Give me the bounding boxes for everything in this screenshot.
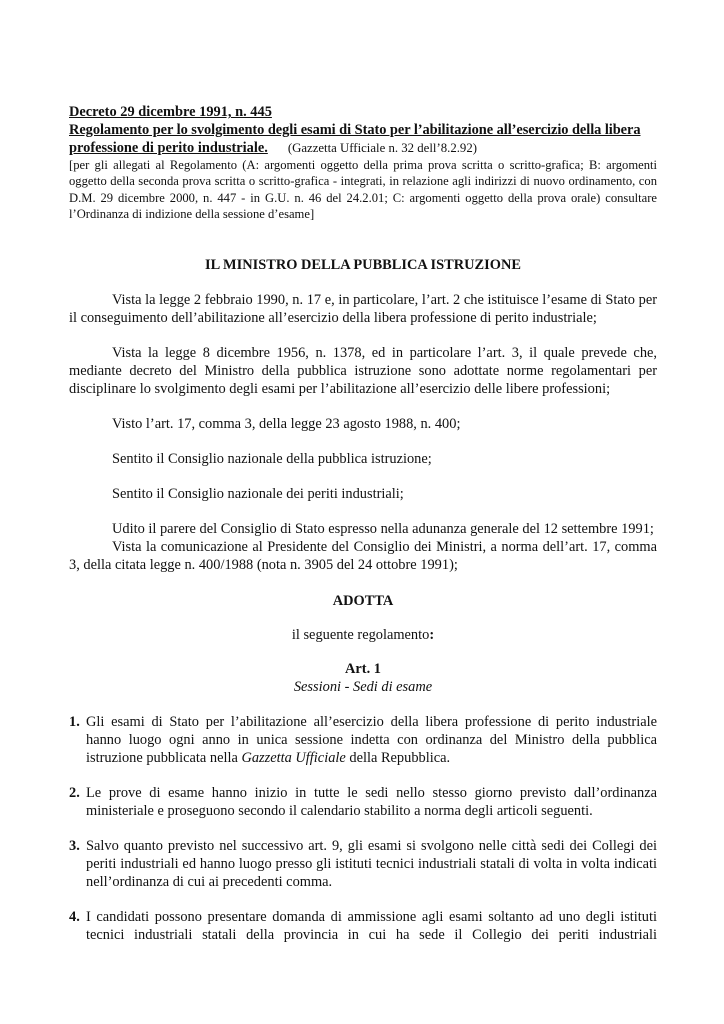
item-text: I candidati possono presentare domanda di ammissione agli esami soltanto ad uno degli istituti tecnici industriali statali della provincia in cui ha sede il Collegio dei periti industriali xyxy=(86,908,657,943)
regulation-title-line-1: Regolamento per lo svolgimento degli esami di Stato per l’abilitazione all’esercizio della libera xyxy=(69,122,641,138)
item-number: 1. xyxy=(69,713,80,730)
article-number: Art. 1 xyxy=(345,660,381,677)
regolamento-intro xyxy=(69,626,657,644)
regulation-title-line-2-row xyxy=(69,139,657,157)
regolamento-intro-colon: : xyxy=(429,626,435,643)
adotta-heading: ADOTTA xyxy=(332,592,394,609)
regulation-title-line-2: professione di perito industriale. xyxy=(69,140,268,156)
item-text: Gli esami di Stato per l’abilitazione all’esercizio della libera professione di perito industriale hanno luogo ogni anno in unica sessione indetta con ordinanza del Ministro della pubblica istruzione pubblicata nella xyxy=(86,713,657,766)
document-header xyxy=(69,103,657,223)
minister-heading: IL MINISTRO DELLA PUBBLICA ISTRUZIONE xyxy=(205,256,521,273)
article-item-1 xyxy=(69,713,657,767)
item-number: 4. xyxy=(69,908,80,925)
article-item-2 xyxy=(69,784,657,820)
item-number: 3. xyxy=(69,837,80,854)
document-page xyxy=(69,103,657,944)
regolamento-intro-text: il seguente regolamento xyxy=(291,626,430,643)
preamble-paragraph-7: Vista la comunicazione al Presidente del Consiglio dei Ministri, a norma dell’art. 17, comma 3, della citata legge n. 400/1988 (nota n. 3905 del 24 ottobre 1991); xyxy=(69,538,657,573)
item-text: Salvo quanto previsto nel successivo art. 9, gli esami si svolgono nelle città sedi dei Collegi dei periti industriali ed hanno luogo presso gli istituti tecnici industriali statali di volta in volta indicati nell’ordinanza di cui ai precedenti comma. xyxy=(86,837,657,890)
preamble-paragraph-6: Udito il parere del Consiglio di Stato espresso nella adunanza generale del 12 settembre 1991; xyxy=(112,520,654,537)
preamble-paragraph-4: Sentito il Consiglio nazionale della pubblica istruzione; xyxy=(112,450,432,467)
gazzetta-reference: (Gazzetta Ufficiale n. 32 dell’8.2.92) xyxy=(287,141,477,155)
item-text-italic: Gazzetta Ufficiale xyxy=(241,749,346,766)
preamble-paragraph-1: Vista la legge 2 febbraio 1990, n. 17 e, in particolare, l’art. 2 che istituisce l’esame di Stato per il conseguimento dell’abilitazione all’esercizio della libera professione di perito industriale; xyxy=(69,291,657,326)
item-text: Le prove di esame hanno inizio in tutte le sedi nello stesso giorno previsto dall’ordinanza ministeriale e proseguono secondo il calendario stabilito a norma degli articoli seguenti. xyxy=(86,784,657,819)
item-number: 2. xyxy=(69,784,80,801)
article-item-4 xyxy=(69,908,657,944)
preamble-paragraph-5: Sentito il Consiglio nazionale dei periti industriali; xyxy=(112,485,404,502)
preamble-paragraph-3: Visto l’art. 17, comma 3, della legge 23 agosto 1988, n. 400; xyxy=(112,415,461,432)
article-subtitle: Sessioni - Sedi di esame xyxy=(293,678,433,695)
preamble-paragraph-2: Vista la legge 8 dicembre 1956, n. 1378, ed in particolare l’art. 3, il quale prevede che, mediante decreto del Ministro della pubblica istruzione sono adottate norme regolamentari per disciplinare lo svolgimento degli esami per l’abilitazione all’esercizio delle libere professioni; xyxy=(69,344,657,397)
item-text-end: della Repubblica. xyxy=(345,749,451,766)
article-item-3 xyxy=(69,837,657,891)
attachments-note: [per gli allegati al Regolamento (A: argomenti oggetto della prima prova scritta o scritto-grafica; B: argomenti oggetto della seconda prova scritta o scritto-grafica - integrati, in relazione agli indirizzi di nuovo ordinamento, con D.M. 29 dicembre 2000, n. 447 - in G.U. n. 46 del 24.2.01; C: argomenti oggetto della prova orale) consultare l’Ordinanza di indizione della sessione d’esame] xyxy=(69,158,657,222)
decree-title: Decreto 29 dicembre 1991, n. 445 xyxy=(69,104,272,120)
